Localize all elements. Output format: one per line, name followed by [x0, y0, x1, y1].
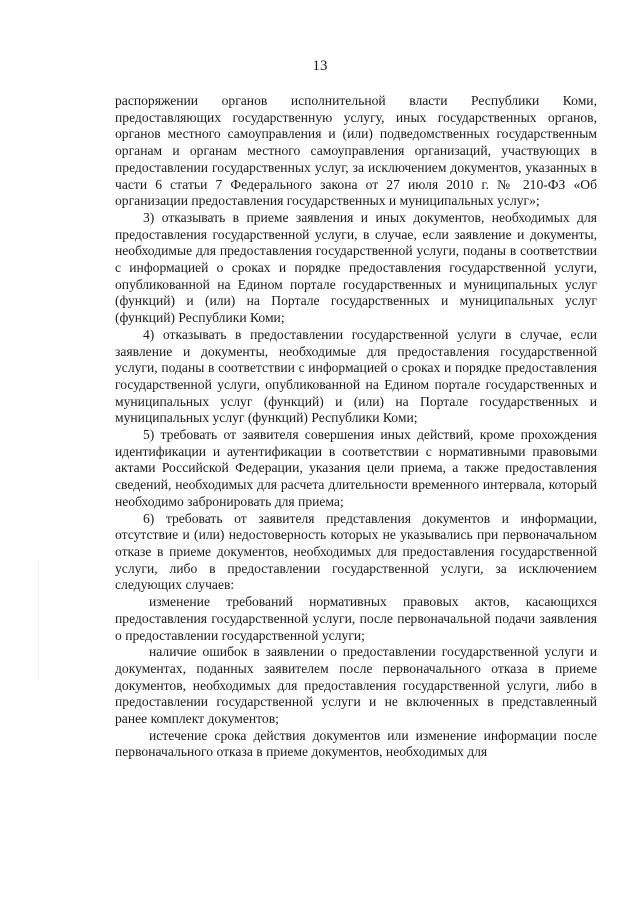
page-number: 13	[312, 58, 328, 74]
scan-edge-mark	[38, 560, 39, 680]
paragraph-case-expiry: истечение срока действия документов или изменение информации после первоначального отказа в приеме документов, необходимых для	[115, 727, 597, 760]
paragraph-item-3: 3) отказывать в приеме заявления и иных документов, необходимых для предоставления государственной услуги, в случае, если заявление и документы, необходимые для предоставления государственной услуги, поданы в соответствии с информацией о сроках и порядке предоставления государственной услуги, опубликованной на Едином портале государственных и муниципальных услуг (функций) и (или) на Портале государственных и муниципальных услуг (функций) Республики Коми;	[115, 209, 597, 326]
paragraph-item-6: 6) требовать от заявителя представления документов и информации, отсутствие и (или) недостоверность которых не указывались при первоначальном отказе в приеме документов, необходимых для предоставления государственной услуги, либо в предоставлении государственной услуги, за исключением следующих случаев:	[115, 510, 597, 593]
paragraph-item-5: 5) требовать от заявителя совершения иных действий, кроме прохождения идентификации и аутентификации в соответствии с нормативными правовыми актами Российской Федерации, указания цели приема, а также предоставления сведений, необходимых для расчета длительности временного интервала, который необходимо забронировать для приема;	[115, 427, 597, 509]
paragraph-continuation: распоряжении органов исполнительной власти Республики Коми, предоставляющих государственную услугу, иных государственных органов, органов местного самоуправления и (или) подведомственных государственным органам и органам местного самоуправления организаций, участвующих в предоставлении государственных услуг, за исключением документов, указанных в части 6 статьи 7 Федерального закона от 27 июля 2010 г. № 210-ФЗ «Об организации предоставления государственных и муниципальных услуг»;	[115, 93, 597, 209]
paragraph-case-requirements-change: изменение требований нормативных правовых актов, касающихся предоставления государственной услуги, после первоначальной подачи заявления о предоставлении государственной услуги;	[115, 594, 597, 643]
document-body	[115, 93, 597, 761]
paragraph-case-errors: наличие ошибок в заявлении о предоставлении государственной услуги и документах, поданных заявителем после первоначального отказа в приеме документов, необходимых для предоставления государственной услуги, либо в предоставлении государственной услуги и не включенных в представленный ранее комплект документов;	[115, 644, 597, 727]
paragraph-item-4: 4) отказывать в предоставлении государственной услуги в случае, если заявление и документы, необходимые для предоставления государственной услуги, поданы в соответствии с информацией о сроках и порядке предоставления государственной услуги, опубликованной на Едином портале государственных и муниципальных услуг (функций) и (или) на Портале государственных и муниципальных услуг (функций) Республики Коми;	[115, 326, 597, 426]
